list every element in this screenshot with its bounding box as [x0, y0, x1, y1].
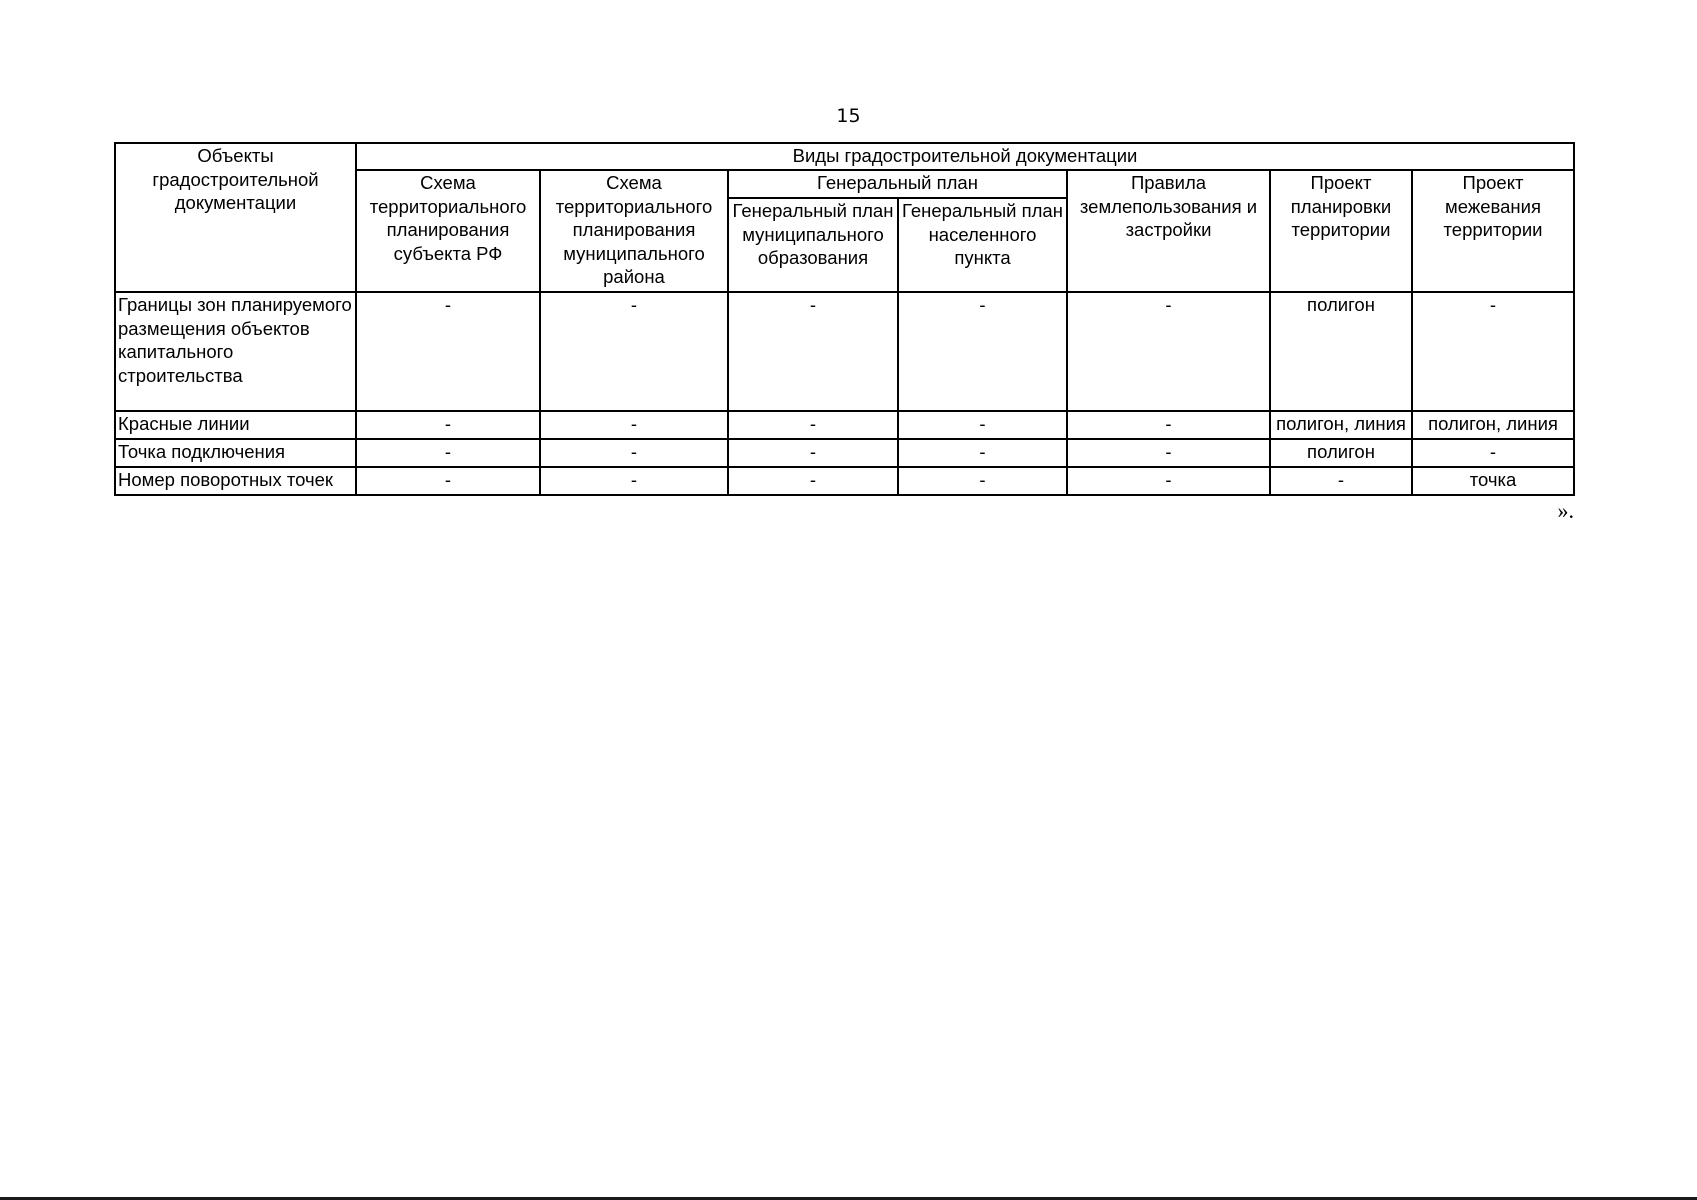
table-cell: полигон, линия: [1270, 411, 1412, 439]
table-cell: полигон, линия: [1412, 411, 1574, 439]
table-cell: полигон: [1270, 439, 1412, 467]
table-cell: -: [1067, 411, 1270, 439]
table-cell: -: [898, 411, 1067, 439]
table-row: [115, 411, 1574, 439]
table-cell: -: [728, 467, 898, 495]
header-col-gp-settlement: Генеральный план населенного пункта: [898, 198, 1067, 292]
row-label: Границы зон планируемого размещения объектов капитального строительства: [115, 292, 356, 411]
header-col-scheme-district: Схема территориального планирования муниципального района: [540, 170, 728, 292]
table-cell: -: [540, 439, 728, 467]
table-cell: -: [1412, 292, 1574, 411]
page-number: 15: [836, 105, 861, 127]
header-group-title: Виды градостроительной документации: [356, 143, 1574, 170]
header-col-land-rules: Правила землепользования и застройки: [1067, 170, 1270, 292]
table-row: [115, 439, 1574, 467]
table-row: [115, 292, 1574, 411]
table-cell: полигон: [1270, 292, 1412, 411]
table-cell: -: [540, 292, 728, 411]
header-col-surveying-project: Проект межевания территории: [1412, 170, 1574, 292]
table-cell: -: [356, 292, 540, 411]
closing-quote-mark: ».: [1557, 498, 1574, 523]
table-cell: -: [540, 411, 728, 439]
header-col-scheme-subject: Схема территориального планирования субъекта РФ: [356, 170, 540, 292]
table-cell: -: [356, 439, 540, 467]
header-general-plan-group: Генеральный план: [728, 170, 1067, 198]
table-cell: -: [898, 467, 1067, 495]
row-label: Точка подключения: [115, 439, 356, 467]
header-row-1: [115, 143, 1574, 170]
table-row: [115, 467, 1574, 495]
documentation-table: [114, 142, 1575, 496]
table-cell: -: [1067, 292, 1270, 411]
table-cell: -: [728, 411, 898, 439]
header-objects-column: Объекты градостроительной документации: [115, 143, 356, 292]
table-cell: -: [728, 439, 898, 467]
table-cell: -: [1067, 467, 1270, 495]
row-label: Номер поворотных точек: [115, 467, 356, 495]
table-cell: -: [540, 467, 728, 495]
table-cell: -: [728, 292, 898, 411]
table-cell: -: [356, 411, 540, 439]
table-cell: -: [1412, 439, 1574, 467]
header-col-gp-municipal: Генеральный план муниципального образования: [728, 198, 898, 292]
table-cell: -: [898, 292, 1067, 411]
table-cell: -: [356, 467, 540, 495]
header-col-planning-project: Проект планировки территории: [1270, 170, 1412, 292]
table-cell: -: [898, 439, 1067, 467]
table-cell: точка: [1412, 467, 1574, 495]
table-cell: -: [1067, 439, 1270, 467]
table-cell: -: [1270, 467, 1412, 495]
row-label: Красные линии: [115, 411, 356, 439]
